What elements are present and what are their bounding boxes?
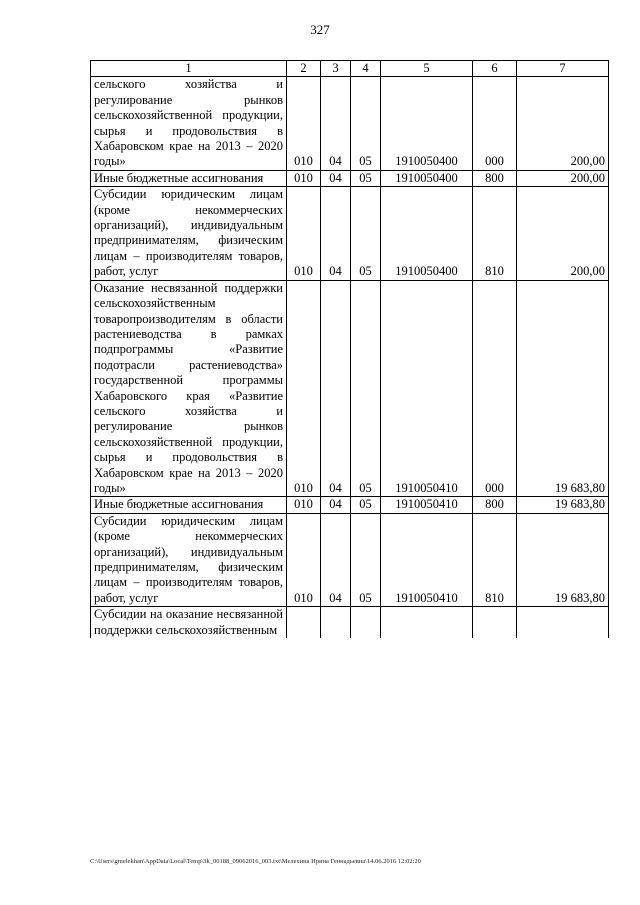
- row-ministry-code: 010: [287, 280, 321, 497]
- row-subsection: 05: [351, 280, 381, 497]
- row-ministry-code: 010: [287, 187, 321, 280]
- row-target-article: 1910050410: [381, 280, 473, 497]
- row-ministry-code: [287, 607, 321, 638]
- table-row: [91, 513, 609, 606]
- row-description: Субсидии юридическим лицам (кроме некоммерческих организаций), индивидуальным предпринимателям, физическим лицам – производителям товаров, работ, услуг: [91, 513, 287, 606]
- row-description: Иные бюджетные ассигнования: [91, 497, 287, 513]
- row-expense-type: 000: [473, 77, 517, 170]
- header-cell: 4: [351, 61, 381, 77]
- row-amount: [517, 607, 609, 638]
- row-description: Субсидии на оказание несвязанной поддержки сельскохозяйственным: [91, 607, 287, 638]
- row-target-article: 1910050410: [381, 497, 473, 513]
- budget-table: [90, 60, 609, 638]
- page-number: 327: [310, 22, 330, 37]
- header-cell: 2: [287, 61, 321, 77]
- table-row: [91, 607, 609, 638]
- header-row: [91, 61, 609, 77]
- row-description: сельского хозяйства и регулирование рынков сельскохозяйственной продукции, сырья и продовольствия в Хабаровском крае на 2013 – 2020 годы»: [91, 77, 287, 170]
- row-amount: 19 683,80: [517, 280, 609, 497]
- row-expense-type: 800: [473, 170, 517, 186]
- row-description: Иные бюджетные ассигнования: [91, 170, 287, 186]
- row-expense-type: 810: [473, 187, 517, 280]
- row-ministry-code: 010: [287, 170, 321, 186]
- file-path-footer: C:\Users\gmelekhan\AppData\Local\Temp\3k_00188_09062016_003.txt\Мелехина Ирина Геннадьевна\14.06.2016 12:02:20: [90, 858, 421, 865]
- row-target-article: 1910050400: [381, 187, 473, 280]
- row-amount: 19 683,80: [517, 513, 609, 606]
- header-cell: 5: [381, 61, 473, 77]
- row-target-article: [381, 607, 473, 638]
- header-cell: 7: [517, 61, 609, 77]
- row-subsection: [351, 607, 381, 638]
- row-ministry-code: 010: [287, 497, 321, 513]
- row-amount: 200,00: [517, 77, 609, 170]
- row-expense-type: [473, 607, 517, 638]
- row-subsection: 05: [351, 187, 381, 280]
- row-section: 04: [321, 187, 351, 280]
- row-section: [321, 607, 351, 638]
- row-description: Оказание несвязанной поддержки сельскохозяйственным товаропроизводителям в области растениеводства в рамках подпрограммы «Развитие подотрасли растениеводства» государственной программы Хабаровского края «Развитие сельского хозяйства и регулирование рынков сельскохозяйственной продукции, сырья и продовольствия в Хабаровском крае на 2013 – 2020 годы»: [91, 280, 287, 497]
- row-target-article: 1910050400: [381, 170, 473, 186]
- row-section: 04: [321, 170, 351, 186]
- table-row: [91, 170, 609, 186]
- row-amount: 200,00: [517, 170, 609, 186]
- row-expense-type: 810: [473, 513, 517, 606]
- row-section: 04: [321, 77, 351, 170]
- row-section: 04: [321, 497, 351, 513]
- row-expense-type: 000: [473, 280, 517, 497]
- row-ministry-code: 010: [287, 513, 321, 606]
- row-section: 04: [321, 513, 351, 606]
- row-expense-type: 800: [473, 497, 517, 513]
- header-cell: 3: [321, 61, 351, 77]
- row-target-article: 1910050410: [381, 513, 473, 606]
- header-cell: 1: [91, 61, 287, 77]
- table-row: [91, 497, 609, 513]
- row-ministry-code: 010: [287, 77, 321, 170]
- row-amount: 19 683,80: [517, 497, 609, 513]
- row-subsection: 05: [351, 513, 381, 606]
- table-row: [91, 77, 609, 170]
- table-row: [91, 187, 609, 280]
- row-target-article: 1910050400: [381, 77, 473, 170]
- row-section: 04: [321, 280, 351, 497]
- row-subsection: 05: [351, 77, 381, 170]
- row-amount: 200,00: [517, 187, 609, 280]
- table-row: [91, 280, 609, 497]
- header-cell: 6: [473, 61, 517, 77]
- row-subsection: 05: [351, 170, 381, 186]
- row-description: Субсидии юридическим лицам (кроме некоммерческих организаций), индивидуальным предпринимателям, физическим лицам – производителям товаров, работ, услуг: [91, 187, 287, 280]
- row-subsection: 05: [351, 497, 381, 513]
